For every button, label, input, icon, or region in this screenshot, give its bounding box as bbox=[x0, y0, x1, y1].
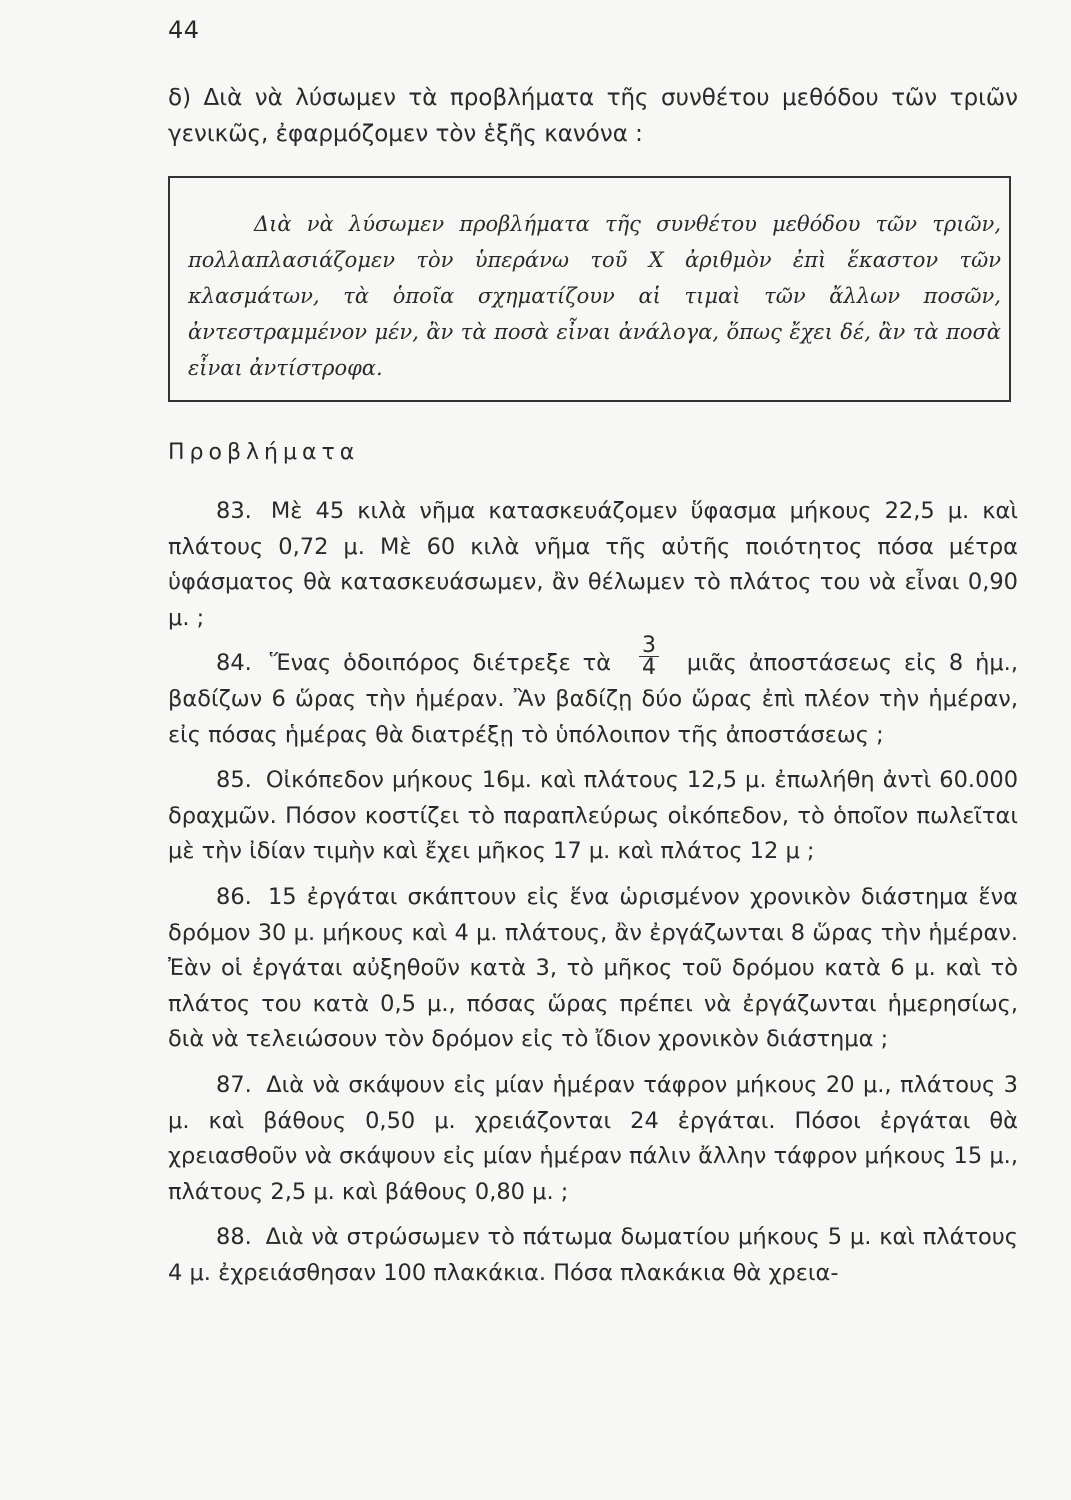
intro-text: δ) Διὰ νὰ λύσωμεν τὰ προβλήματα τῆς συνθέτου μεθόδου τῶν τριῶν γενικῶς, ἐφαρμόζομεν τὸν ἑξῆς κανόνα : bbox=[168, 85, 1018, 147]
section-heading: Προβλήματα bbox=[168, 440, 360, 465]
problem-text: Διὰ νὰ στρώσωμεν τὸ πάτωμα δωματίου μήκους 5 μ. καὶ πλάτους 4 μ. ἐχρειάσθησαν 100 πλακάκια. Πόσα πλακάκια θὰ χρεια- bbox=[168, 1224, 1018, 1286]
problem-number: 88. bbox=[216, 1224, 252, 1251]
problem-list bbox=[168, 494, 1018, 1301]
problem-text: 15 ἐργάται σκάπτουν εἰς ἕνα ὡρισμένον χρονικὸν διάστημα ἕνα δρόμον 30 μ. μήκους καὶ 4 μ. πλάτους, ἂν ἐργάζωνται 8 ὥρας τὴν ἡμέραν. Ἐὰν οἱ ἐργάται αὐξηθοῦν κατὰ 3, τὸ μῆκος τοῦ δρόμου κατὰ 6 μ. καὶ τὸ πλάτος του κατὰ 0,5 μ., πόσας ὥρας πρέπει νὰ ἐργάζωνται ἡμερησίως, διὰ νὰ τελειώσουν τὸν δρόμον εἰς τὸ ἴδιον χρονικὸν διάστημα ; bbox=[168, 883, 1018, 1053]
problem-text: Διὰ νὰ σκάψουν εἰς μίαν ἡμέραν τάφρον μήκους 20 μ., πλάτους 3 μ. καὶ βάθους 0,50 μ. χρειάζονται 24 ἐργάται. Πόσοι ἐργάται θὰ χρειασθοῦν νὰ σκάψουν εἰς μίαν ἡμέραν πάλιν ἄλλην τάφρον μήκους 15 μ., πλάτους 2,5 μ. καὶ βάθους 0,80 μ. ; bbox=[168, 1071, 1018, 1205]
problem-text: Οἰκόπεδον μήκους 16μ. καὶ πλάτους 12,5 μ. ἐπωλήθη ἀντὶ 60.000 δραχμῶν. Πόσον κοστίζει τὸ παραπλεύρως οἰκόπεδον, τὸ ὁποῖον πωλεῖται μὲ τὴν ἰδίαν τιμὴν καὶ ἔχει μῆκος 17 μ. καὶ πλάτος 12 μ ; bbox=[168, 767, 1019, 865]
intro-paragraph bbox=[168, 80, 1018, 152]
problem-text-after-fraction: μιᾶς ἀποστάσεως εἰς 8 ἡμ., βαδίζων 6 ὥρας τὴν ἡμέραν. Ἂν βαδίζῃ δύο ὥρας ἐπὶ πλέον τὴν ἡμέραν, εἰς πόσας ἡμέρας θὰ διατρέξῃ τὸ ὑπόλοιπον τῆς ἀποστάσεως ; bbox=[168, 650, 1018, 748]
problem-number: 85. bbox=[216, 767, 252, 794]
rule-box bbox=[168, 176, 1011, 402]
fraction-numerator: 3 bbox=[641, 633, 656, 659]
page-number: 44 bbox=[168, 16, 200, 44]
problem-text-before-fraction: Ἕνας ὁδοιπόρος διέτρεξε τὰ bbox=[269, 650, 612, 677]
problem-number: 83. bbox=[216, 498, 252, 524]
problem-number: 87. bbox=[216, 1071, 252, 1098]
problem-87 bbox=[168, 1068, 1018, 1210]
fraction bbox=[639, 633, 659, 681]
problem-number: 86. bbox=[216, 883, 252, 910]
problem-88 bbox=[168, 1220, 1018, 1291]
problem-number: 84. bbox=[216, 650, 252, 677]
rule-text: Διὰ νὰ λύσωμεν προβλήματα τῆς συνθέτου μεθόδου τῶν τριῶν, πολλαπλασιάζομεν τὸν ὑπεράνω τοῦ X ἀριθμὸν ἐπὶ ἕκαστον τῶν κλασμάτων, τὰ ὁποῖα σχηματίζουν αἱ τιμαὶ τῶν ἄλλων ποσῶν, ἀντεστραμμένον μέν, ἂν τὰ ποσὰ εἶναι ἀνάλογα, ὅπως ἔχει δέ, ἂν τὰ ποσὰ εἶναι ἀντίστροφα. bbox=[188, 212, 1001, 380]
fraction-denominator: 4 bbox=[641, 655, 656, 681]
problem-85 bbox=[168, 763, 1018, 870]
problem-83 bbox=[168, 494, 1018, 636]
problem-86 bbox=[168, 880, 1018, 1058]
problem-84 bbox=[168, 633, 1018, 753]
problem-text: Μὲ 45 κιλὰ νῆμα κατασκευάζομεν ὕφασμα μήκους 22,5 μ. καὶ πλάτους 0,72 μ. Μὲ 60 κιλὰ νῆμα τῆς αὐτῆς ποιότητος πόσα μέτρα ὑφάσματος θὰ κατασκευάσωμεν, ἂν θέλωμεν τὸ πλάτος του νὰ εἶναι 0,90 μ. ; bbox=[168, 498, 1018, 631]
